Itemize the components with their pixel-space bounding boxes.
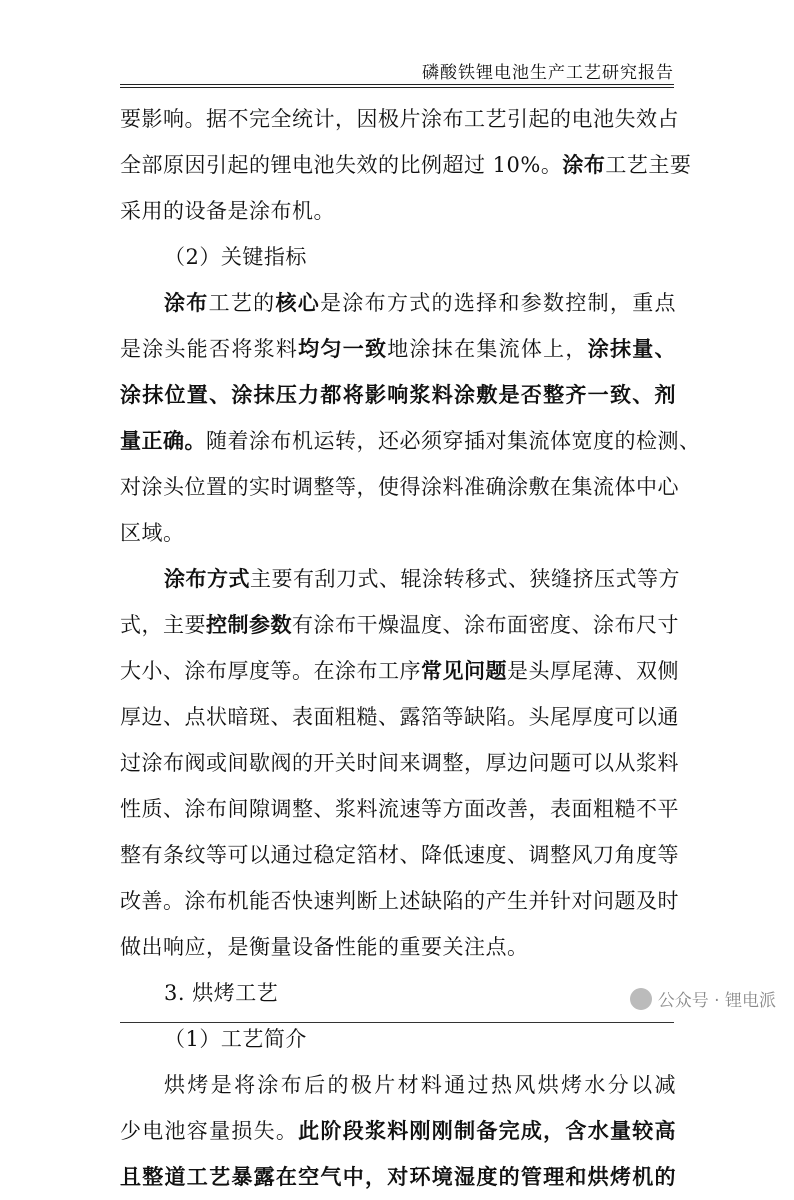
section-heading: 3. 烘烤工艺 <box>164 981 279 1005</box>
text-line: 对涂头位置的实时调整等，使得涂料准确涂敷在集流体中心 <box>120 475 679 499</box>
text-line: 是涂头能否将浆料均匀一致地涂抹在集流体上，涂抹量、 <box>120 336 677 361</box>
watermark-text: 公众号 · 锂电派 <box>657 991 776 1011</box>
text-line: 改善。涂布机能否快速判断上述缺陷的产生并针对问题及时 <box>120 889 679 913</box>
text-line: 少电池容量损失。此阶段浆料刚刚制备完成，含水量较高 <box>120 1118 677 1143</box>
text-line: 要影响。据不完全统计，因极片涂布工艺引起的电池失效占 <box>120 107 679 131</box>
text-line: 整有条纹等可以通过稳定箔材、降低速度、调整风刀角度等 <box>120 843 679 867</box>
text-line: 过涂布阀或间歇阀的开关时间来调整，厚边问题可以从浆料 <box>120 751 679 775</box>
section-subheading: （2）关键指标 <box>164 245 307 269</box>
text-line: 烘烤是将涂布后的极片材料通过热风烘烤水分以减 <box>164 1073 676 1097</box>
text-line: 式，主要控制参数有涂布干燥温度、涂布面密度、涂布尺寸 <box>120 612 679 637</box>
text-line: 区域。 <box>120 521 185 545</box>
text-line: 厚边、点状暗斑、表面粗糙、露箔等缺陷。头尾厚度可以通 <box>120 705 679 729</box>
text-line: 性质、涂布间隙调整、浆料流速等方面改善，表面粗糙不平 <box>120 797 679 821</box>
text-line: 量正确。随着涂布机运转，还必须穿插对集流体宽度的检测、 <box>120 428 701 453</box>
watermark <box>630 986 776 1011</box>
wechat-icon <box>630 988 652 1010</box>
document-body <box>120 96 701 1200</box>
header-rule <box>120 84 674 88</box>
text-line: 涂抹位置、涂抹压力都将影响浆料涂敷是否整齐一致、剂 <box>120 382 676 407</box>
text-line: 全部原因引起的锂电池失效的比例超过 10%。涂布工艺主要 <box>120 152 692 177</box>
text-line: 采用的设备是涂布机。 <box>120 199 335 223</box>
text-line: 涂布工艺的核心是涂布方式的选择和参数控制，重点 <box>164 290 677 315</box>
text-line: 大小、涂布厚度等。在涂布工序常见问题是头厚尾薄、双侧 <box>120 658 679 683</box>
section-subheading: （1）工艺简介 <box>164 1027 307 1051</box>
text-line: 涂布方式主要有刮刀式、辊涂转移式、狭缝挤压式等方 <box>164 566 680 591</box>
text-line: 做出响应，是衡量设备性能的重要关注点。 <box>120 935 529 959</box>
text-line: 且整道工艺暴露在空气中，对环境湿度的管理和烘烤机的 <box>120 1164 676 1189</box>
footer-rule <box>120 1022 674 1023</box>
page-header-title: 磷酸铁锂电池生产工艺研究报告 <box>422 63 674 83</box>
